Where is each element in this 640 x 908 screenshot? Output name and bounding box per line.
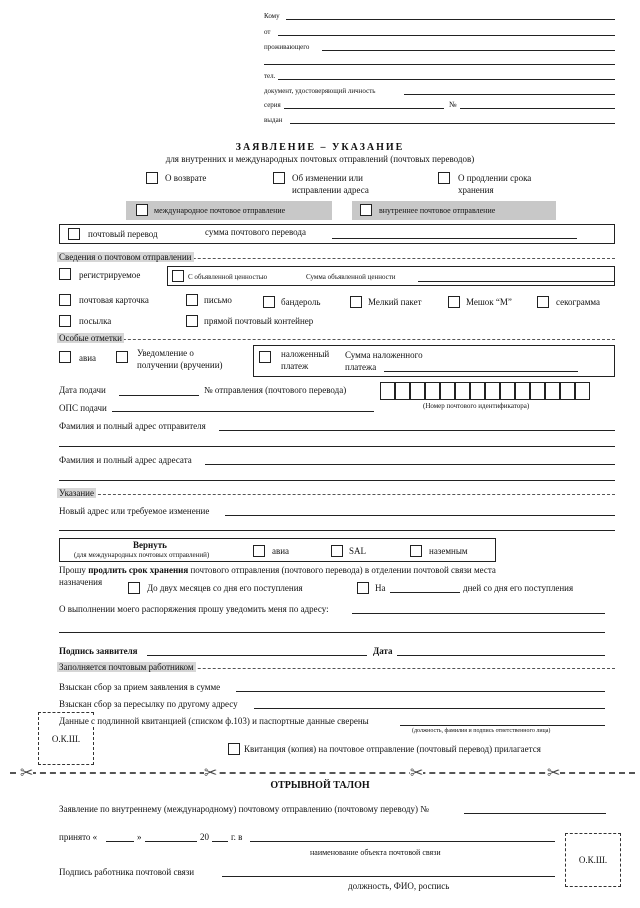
sender-field[interactable]	[219, 430, 615, 431]
order-amount-label: сумма почтового перевода	[205, 227, 306, 237]
accepted-quote-close: »	[137, 832, 142, 842]
series-field[interactable]	[284, 108, 444, 109]
return-sal-label: SAL	[349, 546, 367, 556]
post-office-caption: наименование объекта почтовой связи	[310, 848, 441, 857]
number-field[interactable]	[460, 108, 615, 109]
worker-signature-label: Подпись работника почтовой связи	[59, 867, 195, 877]
scissors-icon: ✂	[410, 763, 424, 782]
cod-amount-label-1: Сумма наложенного	[345, 350, 423, 360]
scissors-icon: ✂	[547, 763, 561, 782]
filing-date-label: Дата подачи	[59, 385, 106, 395]
secogram-label: секограмма	[556, 297, 601, 307]
declared-value-label: С объявленной ценностью	[188, 273, 268, 281]
parcel-label: посылка	[79, 316, 112, 326]
number-sign: №	[449, 100, 457, 109]
order-amount-field[interactable]	[332, 238, 577, 239]
id-cell[interactable]	[575, 382, 590, 400]
receipt-label: Квитанция (копия) на почтовое отправление (почтовый перевод) прилагается	[244, 744, 541, 754]
avia-checkbox[interactable]	[59, 351, 71, 363]
two-months-checkbox[interactable]	[128, 582, 140, 594]
mail-number-label: № отправления (почтового перевода)	[204, 385, 347, 395]
accepted-year-suffix: г. в	[231, 832, 243, 842]
small-packet-checkbox[interactable]	[350, 296, 362, 308]
fee-forward-label: Взыскан сбор за пересылку по другому адресу	[59, 699, 238, 709]
addressee-field-2[interactable]	[59, 480, 615, 481]
fee-receive-field[interactable]	[236, 691, 605, 692]
residing-field-2[interactable]	[264, 64, 615, 65]
applicant-signature-label: Подпись заявителя	[59, 646, 138, 656]
from-label: от	[264, 28, 271, 36]
to-field[interactable]	[286, 19, 615, 20]
parcel-small-label: бандероль	[281, 297, 321, 307]
return-ground-checkbox[interactable]	[410, 545, 422, 557]
id-cell[interactable]	[560, 382, 575, 400]
cod-amount-label-2: платежа	[345, 362, 377, 372]
special-section: Особые отметки	[59, 333, 122, 343]
phone-label: тел.	[264, 72, 276, 80]
id-cell[interactable]	[395, 382, 410, 400]
declared-amount-label: Сумма объявленной ценности	[306, 273, 396, 281]
notice-label-2: получении (вручении)	[137, 360, 223, 370]
change-address-label-2: исправлении адреса	[292, 185, 369, 195]
verified-field[interactable]	[400, 725, 605, 726]
coupon-statement-label: Заявление по внутреннему (международному) почтовому отправлению (почтовому переводу) №	[59, 804, 429, 814]
id-cell[interactable]	[500, 382, 515, 400]
cod-amount-field[interactable]	[384, 371, 578, 372]
declared-value-checkbox[interactable]	[172, 270, 184, 282]
extend-text	[59, 565, 496, 575]
domestic-checkbox[interactable]	[360, 204, 372, 216]
verified-label: Данные с подлинной квитанцией (списком ф.103) и паспортные данные сверены	[59, 716, 369, 726]
avia-label: авиа	[79, 353, 97, 363]
id-cell[interactable]	[380, 382, 395, 400]
domestic-label: внутреннее почтовое отправление	[379, 206, 496, 215]
accepted-day-field[interactable]	[106, 841, 134, 842]
section-divider	[58, 339, 615, 340]
sender-label: Фамилия и полный адрес отправителя	[59, 421, 206, 431]
parcel-small-checkbox[interactable]	[263, 296, 275, 308]
from-field[interactable]	[278, 35, 615, 36]
id-cell[interactable]	[485, 382, 500, 400]
id-doc-label: документ, удостоверяющий личность	[264, 87, 376, 95]
return-avia-label: авиа	[272, 546, 290, 556]
id-cell[interactable]	[545, 382, 560, 400]
ocsh-stamp-label: О.К.Ш.	[51, 733, 81, 744]
new-address-label: Новый адрес или требуемое изменение	[59, 506, 210, 516]
accepted-year-field[interactable]	[212, 841, 228, 842]
return-ground-label: наземным	[429, 546, 468, 556]
section-divider	[58, 494, 615, 495]
sender-field-2[interactable]	[59, 446, 615, 447]
accepted-month-field[interactable]	[145, 841, 197, 842]
residing-field[interactable]	[322, 50, 615, 51]
id-cell[interactable]	[425, 382, 440, 400]
postal-order-checkbox[interactable]	[68, 228, 80, 240]
postal-order-label: почтовый перевод	[88, 229, 158, 239]
change-address-checkbox[interactable]	[273, 172, 285, 184]
on-label: На	[375, 583, 386, 593]
cod-checkbox[interactable]	[259, 351, 271, 363]
fee-receive-label: Взыскан сбор за прием заявления в сумме	[59, 682, 221, 692]
bag-m-label: Мешок “М”	[466, 297, 512, 307]
scissors-icon: ✂	[20, 763, 34, 782]
extend-text-post: почтового отправления (почтового перевода) в отделении почтовой связи места	[188, 565, 496, 575]
international-label: международное почтовое отправление	[154, 206, 286, 215]
id-cell[interactable]	[470, 382, 485, 400]
applicant-date-label: Дата	[373, 646, 393, 656]
coupon-title: ОТРЫВНОЙ ТАЛОН	[270, 780, 370, 791]
id-cell[interactable]	[410, 382, 425, 400]
notify-field-2[interactable]	[59, 632, 605, 633]
ops-field[interactable]	[112, 411, 374, 412]
addressee-field[interactable]	[205, 464, 615, 465]
extend-storage-label-1: О продлении срока	[458, 173, 532, 183]
notice-checkbox[interactable]	[116, 351, 128, 363]
applicant-date-field[interactable]	[397, 655, 605, 656]
bag-m-checkbox[interactable]	[448, 296, 460, 308]
extend-storage-checkbox[interactable]	[438, 172, 450, 184]
days-field[interactable]	[390, 592, 460, 593]
to-label: Кому	[264, 12, 280, 20]
ops-label: ОПС подачи	[59, 403, 107, 413]
extend-storage-label-2: хранения	[458, 185, 494, 195]
mail-info-section: Сведения о почтовом отправлении	[59, 252, 192, 262]
extend-text-bold: продлить срок хранения	[88, 565, 189, 575]
verified-caption: (должность, фамилия и подпись ответственного лица)	[412, 728, 551, 734]
small-packet-label: Мелкий пакет	[368, 297, 422, 307]
return-method-note: (для международных почтовых отправлений)	[74, 551, 210, 559]
issued-label: выдан	[264, 116, 283, 124]
series-label: серия	[264, 101, 281, 109]
change-address-label-1: Об изменении или	[292, 173, 363, 183]
notice-label-1: Уведомление о	[137, 348, 194, 358]
coupon-number-field[interactable]	[464, 813, 606, 814]
worker-signature-caption: должность, ФИО, роспись	[348, 881, 450, 891]
notify-field[interactable]	[352, 613, 605, 614]
accepted-label: принято «	[59, 832, 98, 842]
postal-worker-section: Заполняется почтовым работником	[59, 662, 194, 672]
applicant-signature-field[interactable]	[147, 655, 367, 656]
issued-field[interactable]	[290, 123, 615, 124]
scissors-icon: ✂	[204, 763, 218, 782]
addressee-label: Фамилия и полный адрес адресата	[59, 455, 192, 465]
coupon-ocsh-stamp	[565, 833, 621, 887]
fee-forward-field[interactable]	[254, 708, 605, 709]
tracking-id-cells[interactable]	[380, 382, 598, 400]
accepted-year-prefix: 20	[200, 832, 209, 842]
days-label: дней со дня его поступления	[463, 583, 574, 593]
return-label: О возврате	[165, 173, 207, 183]
post-office-field[interactable]	[250, 841, 555, 842]
form-subtitle: для внутренних и международных почтовых отправлений (почтовых переводов)	[165, 154, 475, 164]
cod-label-1: наложенный	[281, 349, 330, 359]
phone-field[interactable]	[278, 79, 615, 80]
id-cell[interactable]	[515, 382, 530, 400]
new-address-field[interactable]	[225, 515, 615, 516]
id-doc-field[interactable]	[404, 94, 615, 95]
parcel-checkbox[interactable]	[59, 315, 71, 327]
letter-checkbox[interactable]	[186, 294, 198, 306]
registered-checkbox[interactable]	[59, 268, 71, 280]
return-checkbox[interactable]	[146, 172, 158, 184]
international-checkbox[interactable]	[136, 204, 148, 216]
receipt-checkbox[interactable]	[228, 743, 240, 755]
id-cell[interactable]	[455, 382, 470, 400]
postcard-checkbox[interactable]	[59, 294, 71, 306]
coupon-ocsh-stamp-label: О.К.Ш.	[578, 855, 608, 865]
extend-text-pre: Прошу	[59, 565, 89, 575]
two-months-label: До двух месяцев со дня его поступления	[147, 583, 303, 593]
new-address-field-2[interactable]	[59, 530, 615, 531]
id-cell[interactable]	[440, 382, 455, 400]
secogram-checkbox[interactable]	[537, 296, 549, 308]
registered-label: регистрируемое	[79, 270, 141, 280]
residing-label: проживающего	[264, 43, 310, 51]
worker-signature-field[interactable]	[222, 876, 555, 877]
form-title: ЗАЯВЛЕНИЕ – УКАЗАНИЕ	[235, 142, 405, 153]
return-method-label: Вернуть	[133, 540, 167, 550]
letter-label: письмо	[204, 295, 232, 305]
container-checkbox[interactable]	[186, 315, 198, 327]
container-label: прямой почтовый контейнер	[204, 316, 314, 326]
postcard-label: почтовая карточка	[79, 295, 149, 305]
cod-label-2: платеж	[281, 361, 309, 371]
custom-days-checkbox[interactable]	[357, 582, 369, 594]
instruction-section: Указание	[59, 488, 94, 498]
notify-label: О выполнении моего распоряжения прошу уведомить меня по адресу:	[59, 604, 329, 614]
cut-line	[10, 772, 635, 774]
id-cell[interactable]	[530, 382, 545, 400]
declared-amount-field[interactable]	[418, 281, 614, 282]
filing-date-field[interactable]	[119, 395, 199, 396]
destination-label: назначения	[59, 577, 103, 587]
tracking-id-caption: (Номер почтового идентификатора)	[423, 402, 530, 410]
return-sal-checkbox[interactable]	[331, 545, 343, 557]
return-avia-checkbox[interactable]	[253, 545, 265, 557]
